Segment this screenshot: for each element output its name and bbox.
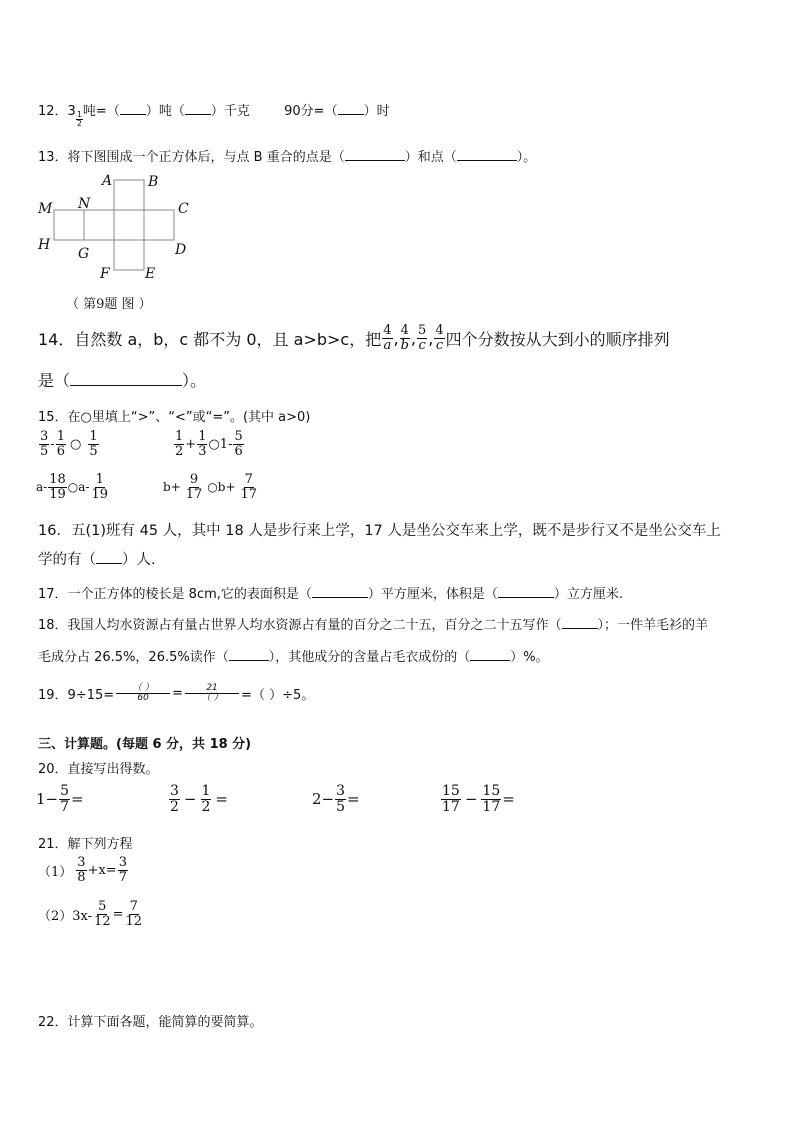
question-13 [38, 146, 536, 165]
q12-blank-2[interactable] [185, 103, 211, 115]
q18-line-1: 18．我国人均水资源占有量占世界人均水资源占有量的百分之二十五，百分之二十五写作（ ）；一件羊毛衫的羊 [38, 618, 709, 633]
q20-expr-3: 2− $\frac{3}{5}$ = [312, 783, 360, 815]
q12-text-3: ）千克 [210, 104, 250, 119]
q20-expr-4: $\frac{15}{17}$ − $\frac{15}{17}$ = [442, 783, 515, 815]
q12-text-5: ）时 [363, 104, 390, 119]
q21-title: 21．解下列方程 [38, 837, 133, 852]
section-3-heading: 三、计算题。(每题 6 分，共 18 分) [38, 737, 252, 752]
q20-title: 20．直接写出得数。 [38, 762, 159, 777]
label-B: B [148, 174, 159, 190]
label-D: D [175, 242, 187, 258]
q13-text-1: 13．将下图围成一个正方体后，与点 B 重合的点是（ [38, 150, 345, 165]
q18-blank-2[interactable] [229, 649, 269, 661]
label-E: E [145, 266, 156, 282]
q14-fraction-3: $\frac{5}{c}$ [418, 322, 427, 353]
label-C: C [178, 201, 189, 217]
label-M: M [38, 201, 53, 217]
net-face-right [144, 210, 174, 240]
q20-expr-2: $\frac{3}{2}$ − $\frac{1}{2}$ = [170, 783, 228, 815]
q16-blank[interactable] [96, 552, 122, 564]
q12-number: 12．3 [38, 104, 76, 119]
question-14-line-2: 是（ ）。 [38, 371, 207, 390]
figure-caption: （ 第9题 图 ） [66, 297, 152, 312]
q15-circle-4[interactable]: ○b+ [207, 480, 236, 495]
q14-fraction-2: $\frac{4}{b}$ [400, 322, 409, 353]
label-H: H [38, 237, 51, 253]
q20-expr-1: 1− $\frac{5}{7}$ = [36, 783, 84, 815]
net-face-center-left [84, 210, 114, 240]
q15-expr-1: $\frac{3}{5}$ - $\frac{1}{6}$ ○ $\frac{1}{5}$ [40, 429, 98, 459]
q12-fraction: $\frac{1}{2}$ [76, 110, 82, 129]
q18-line-2: 毛成分占 26.5%，26.5%读作（ ），其他成分的含量占毛衣成份的（ ）%。 [38, 650, 549, 665]
q13-text-2: ）和点（ [404, 150, 457, 165]
q17-blank-1[interactable] [312, 586, 368, 598]
q14-blank[interactable] [70, 372, 182, 386]
q15-circle-2[interactable]: ○1- [208, 436, 233, 452]
q13-text-3: ）。 [516, 150, 537, 165]
q15-expr-4: b+ $\frac{9}{17}$ ○b+ $\frac{7}{17}$ [163, 472, 258, 502]
q17-blank-2[interactable] [498, 586, 554, 598]
label-F: F [100, 266, 110, 282]
q16-line-2: 学的有（ ）人. [38, 552, 156, 568]
net-face-bottom [114, 240, 144, 270]
q12-text-4: 90分=（ [284, 104, 338, 119]
label-A: A [102, 173, 113, 189]
net-face-left [54, 210, 84, 240]
q14-fraction-1: $\frac{4}{a}$ [383, 322, 392, 353]
net-face-top [114, 180, 144, 210]
q14-text-1: 14．自然数 a，b，c 都不为 0，且 a>b>c，把 [38, 329, 382, 349]
q19-fraction-2: $\frac{21}{( )}$ [185, 684, 239, 704]
label-N: N [78, 196, 91, 212]
q13-blank-1[interactable] [345, 149, 405, 161]
question-22: 22．计算下面各题，能简算的要简算。 [38, 1015, 263, 1030]
q13-blank-2[interactable] [457, 149, 517, 161]
q12-blank-3[interactable] [338, 103, 364, 115]
q21-equation-1: （1） $\frac{3}{8}$ +x= $\frac{3}{7}$ [38, 855, 127, 885]
question-17: 17．一个正方体的棱长是 8cm,它的表面积是（ ）平方厘米，体积是（ ）立方厘米. [38, 587, 624, 602]
q12-text-2: ）吨（ [145, 104, 185, 119]
q18-blank-1[interactable] [562, 617, 598, 629]
q19-fraction-1: $\frac{( )}{60}$ [116, 684, 170, 704]
q15-expr-2: $\frac{1}{2}$ + $\frac{1}{3}$ ○1- $\frac{5}{6}$ [175, 429, 243, 459]
q18-blank-3[interactable] [470, 649, 510, 661]
q15-circle-1[interactable]: ○ [69, 436, 82, 452]
q15-circle-3[interactable]: ○a- [67, 480, 90, 495]
cube-net-diagram [30, 170, 200, 290]
q15-title: 15．在○里填上“>”、“<”或“=”。(其中 a>0) [38, 410, 311, 425]
q14-text-2: 四个分数按从大到小的顺序排列 [445, 329, 670, 349]
q21-equation-2: （2）3x- $\frac{5}{12}$ = $\frac{7}{12}$ [38, 899, 143, 929]
q12-blank-1[interactable] [120, 103, 146, 115]
label-G: G [78, 246, 90, 262]
question-19: 19．9÷15= $\frac{( )}{60}$ = $\frac{21}{( )}$ =（ ）÷5。 [38, 683, 315, 704]
question-14-line-1: 14．自然数 a，b，c 都不为 0，且 a>b>c，把 $\frac{4}{a}$ , $\frac{4}{b}$ , $\frac{5}{c}$ , $\frac{4}{c}$ 四个分数按从大到小的顺序排列 [38, 322, 670, 353]
q15-expr-3: a- $\frac{18}{19}$ ○a- $\frac{1}{19}$ [36, 472, 108, 502]
q12-text-1: 吨=（ [82, 104, 120, 119]
q14-fraction-4: $\frac{4}{c}$ [435, 322, 444, 353]
question-12 [38, 100, 390, 129]
q16-line-1: 16．五(1)班有 45 人，其中 18 人是步行来上学，17 人是坐公交车来上学，既不是步行又不是坐公交车上 [38, 523, 721, 539]
net-face-center [114, 210, 144, 240]
